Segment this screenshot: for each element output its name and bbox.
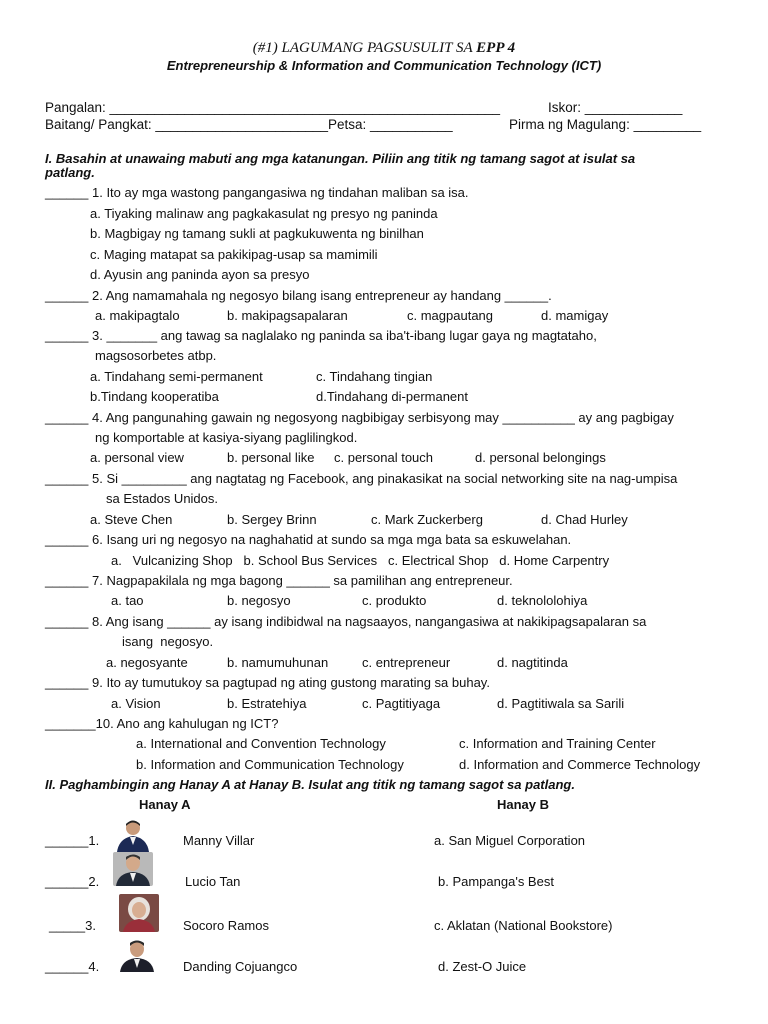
portrait-danding-cojuangco [117,938,157,972]
question-2: ______ 2. Ang namamahala ng negosyo bilang isang entrepreneur ay handang ______. [45,288,552,303]
matching-answer-a: a. San Miguel Corporation [434,833,586,848]
question-5: ______ 5. Si _________ ang nagtatag ng Facebook, ang pinakasikat na social networking site na nag-umpisa [45,471,678,486]
q2-option-c: c. magpautang [407,308,494,323]
q1-option-c: c. Maging matapat sa pakikipag-usap sa mamimili [90,247,378,262]
q5-option-c: c. Mark Zuckerberg [371,512,483,527]
q7-option-c: c. produkto [362,593,427,608]
question-7: ______ 7. Nagpapakilala ng mga bagong ______ sa pamilihan ang entrepreneur. [45,573,513,588]
name-field-line: Pangalan: ____________________________________________________ [45,100,500,115]
q1-option-b: b. Magbigay ng tamang sukli at pagkukuwenta ng binilhan [90,226,424,241]
question-6: ______ 6. Isang uri ng negosyo na naghahatid at sundo sa mga mga bata sa eskuwelahan. [45,532,572,547]
part1-instruction-cont: patlang. [45,165,95,180]
q8-option-a: a. negosyante [106,655,188,670]
question-3: ______ 3. _______ ang tawag sa naglalako ng paninda sa iba't-ibang lugar gaya ng magtataho, [45,328,597,343]
matching-name-2: Lucio Tan [185,874,241,889]
matching-blank-2: ______2. [45,874,100,889]
q9-option-a: a. Vision [111,696,161,711]
question-1: ______ 1. Ito ay mga wastong pangangasiwa ng tindahan maliban sa isa. [45,185,469,200]
q8-option-b: b. namumuhunan [227,655,329,670]
question-8: ______ 8. Ang isang ______ ay isang indibidwal na nagsaayos, nangangasiwa at nakikipagsapalaran sa [45,614,647,629]
exam-title [0,40,768,57]
matching-answer-d: d. Zest-O Juice [438,959,527,974]
q3-option-c: c. Tindahang tingian [316,369,433,384]
matching-answer-c: c. Aklatan (National Bookstore) [434,918,613,933]
q8-option-c: c. entrepreneur [362,655,451,670]
q5-option-b: b. Sergey Brinn [227,512,317,527]
exam-subtitle: Entrepreneurship & Information and Communication Technology (ICT) [166,58,602,73]
part1-instruction: I. Basahin at unawaing mabuti ang mga katanungan. Piliin ang titik ng tamang sagot at isulat sa [45,151,636,166]
grade-date-field-line: Baitang/ Pangkat: _______________________Petsa: ___________ [45,117,453,132]
q9-option-b: b. Estratehiya [227,696,307,711]
portrait-lucio-tan [113,852,153,886]
q1-option-a: a. Tiyaking malinaw ang pagkakasulat ng presyo ng paninda [90,206,438,221]
q9-option-d: d. Pagtitiwala sa Sarili [497,696,625,711]
q2-option-d: d. mamigay [541,308,609,323]
q3-option-b: b.Tindang kooperatiba [90,389,219,404]
matching-blank-3: _____3. [49,918,96,933]
q3-option-a: a. Tindahang semi-permanent [90,369,263,384]
parent-signature-field-line: Pirma ng Magulang: _________ [509,117,702,132]
question-3-cont: magsosorbetes atbp. [95,348,217,363]
q3-option-d: d.Tindahang di-permanent [316,389,469,404]
q4-option-c: c. personal touch [334,450,434,465]
title-subject: EPP 4 [476,40,516,56]
q4-option-b: b. personal like [227,450,315,465]
question-5-cont: sa Estados Unidos. [106,491,219,506]
question-4-cont: ng komportable at kasiya-siyang paglilingkod. [95,430,358,445]
q4-option-a: a. personal view [90,450,184,465]
q5-option-a: a. Steve Chen [90,512,173,527]
hanay-b-heading: Hanay B [497,797,550,812]
matching-blank-4: ______4. [45,959,100,974]
score-field-line: Iskor: _____________ [548,100,683,115]
hanay-a-heading: Hanay A [139,797,191,812]
title-prefix: (#1) LAGUMANG PAGSUSULIT SA [252,40,473,56]
matching-name-3: Socoro Ramos [183,918,269,933]
question-4: ______ 4. Ang pangunahing gawain ng negosyong nagbibigay serbisyong may __________ ay ang pagbigay [45,410,674,425]
q6-options: a. Vulcanizing Shop b. School Bus Services c. Electrical Shop d. Home Carpentry [111,553,610,568]
q5-option-d: d. Chad Hurley [541,512,628,527]
part2-instruction: II. Paghambingin ang Hanay A at Hanay B. Isulat ang titik ng tamang sagot sa patlang. [45,777,575,792]
q2-option-b: b. makipagsapalaran [227,308,348,323]
question-9: ______ 9. Ito ay tumutukoy sa pagtupad ng ating gustong marating sa buhay. [45,675,490,690]
q9-option-c: c. Pagtitiyaga [362,696,441,711]
question-10: _______10. Ano ang kahulugan ng ICT? [45,716,279,731]
portrait-manny-villar [113,818,153,852]
q8-option-d: d. nagtitinda [497,655,568,670]
q7-option-a: a. tao [111,593,144,608]
q10-option-c: c. Information and Training Center [459,736,656,751]
matching-name-4: Danding Cojuangco [183,959,298,974]
q10-option-b: b. Information and Communication Technology [136,757,404,772]
q7-option-b: b. negosyo [227,593,291,608]
q1-option-d: d. Ayusin ang paninda ayon sa presyo [90,267,310,282]
portrait-socoro-ramos [119,894,159,932]
question-8-cont: isang negosyo. [122,634,214,649]
matching-answer-b: b. Pampanga's Best [438,874,554,889]
q10-option-a: a. International and Convention Technology [136,736,386,751]
matching-name-1: Manny Villar [183,833,255,848]
matching-blank-1: ______1. [45,833,100,848]
q7-option-d: d. teknololohiya [497,593,588,608]
q2-option-a: a. makipagtalo [95,308,180,323]
q4-option-d: d. personal belongings [475,450,606,465]
q10-option-d: d. Information and Commerce Technology [459,757,701,772]
